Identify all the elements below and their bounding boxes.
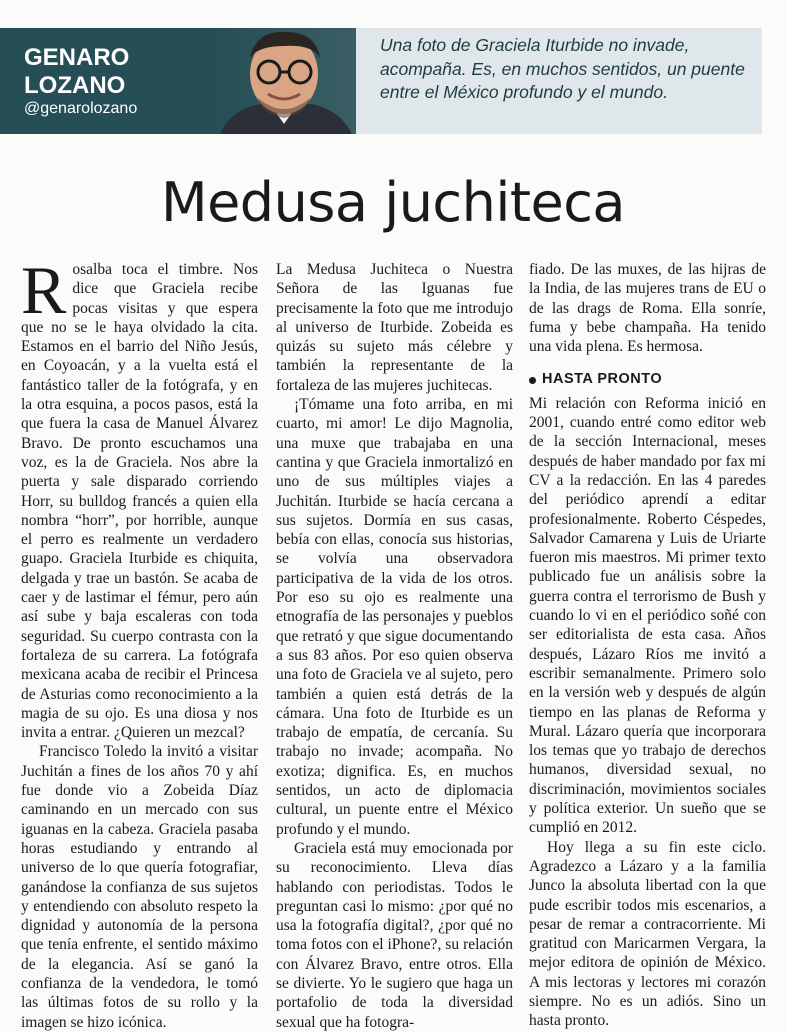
paragraph: Francisco Toledo la invitó a visitar Juchitán a fines de los años 70 y ahí fue donde vio a Zobeida Díaz caminando en un mercado con sus iguanas en la cabeza. Graciela pasaba horas estudiando y entrando al universo de lo que quería fotografiar, ganándose la confianza de sus sujetos y entendiendo con absoluto respeto la dignidad y autonomía de la persona que tenía enfrente, el sentido máximo de la elegancia. Así se ganó la confianza de la vendedora, le tomó las últimas fotos de su rollo y la imagen se hizo icónica.: [21, 743, 258, 1031]
author-name: GENARO LOZANO: [24, 44, 130, 99]
paragraph: La Medusa Juchiteca o Nuestra Señora de las Iguanas fue precisamente la foto que me introdujo al universo de Iturbide. Zobeida es quizás su sujeto más célebre y también la representante de la fortaleza de las mujeres juchitecas.: [276, 261, 513, 394]
article-column-1: [21, 252, 258, 1031]
section-heading-text: HASTA PRONTO: [542, 371, 663, 388]
paragraph: ¡Tómame una foto arriba, en mi cuarto, mi amor! Le dijo Magnolia, una muxe que trabajaba en una cantina y que Graciela inmortalizó en uno de sus múltiples viajes a Juchitán. Iturbide se hacía cercana a sus sujetos. Dormía en sus casas, bebía con ellas, conocía sus historias, se volvía una observadora participativa de la vida de los otros. Por eso su ojo es realmente una etnografía de las personajes y pueblos que retrató y que sigue documentando a sus 83 años. Por eso quien observa una foto de Graciela ve al sujeto, pero también a quien está detrás de la cámara. Una foto de Iturbide es un trabajo de empatía, de cercanía. Su trabajo no invade; acompaña. No exotiza; dignifica. Es, en muchos sentidos, un acto de diplomacia cultural, un puente entre el México profundo y el mundo.: [276, 396, 513, 838]
pull-quote: Una foto de Graciela Iturbide no invade, acompaña. Es, en muchos sentidos, un puente entre el México profundo y el mundo.: [380, 35, 745, 102]
paragraph-text: osalba toca el timbre. Nos dice que Graciela recibe pocas visitas y que espera que no se le haya olvidado la cita. Estamos en el barrio del Niño Jesús, en Coyoacán, y a la vuelta está el fantástico taller de la fotógrafa, y en la otra esquina, a pocos pasos, está la que fuera la casa de Manuel Álvarez Bravo. De pronto escuchamos una voz, es la de Graciela. Nos abre la puerta y sale disparado corriendo Horr, su bulldog francés a quien ella nombra “horr”, por horrible, aunque el perro es realmente un verdadero guapo. Graciela Iturbide es chiquita, delgada y trae un bastón. Se acaba de caer y de lastimar el fémur, pero aún así sube y baja escaleras con toda seguridad. Su cuerpo contrasta con la fortaleza de su carrera. La fotógrafa mexicana acaba de recibir el Princesa de Asturias como reconocimiento a la magia de su ojo. Es una diosa y nos invita a entrar. ¿Quieren un mezcal?: [21, 261, 258, 742]
column-header: [0, 28, 762, 134]
paragraph: Mi relación con Reforma inició en 2001, cuando entré como editor web de la sección Internacional, meses después de haber mandado por fax mi CV a la redacción. En las 4 paredes del periódico aprendí a editar profesionalmente. Roberto Céspedes, Salvador Camarena y Luis de Uriarte fueron mis maestros. Mi primer texto publicado fue un análisis sobre la guerra contra el terrorismo de Bush y cuando lo vi en el periódico soñé con ser editorialista de esta casa. Años después, Lázaro Ríos me invitó a escribir semanalmente. Primero solo en la versión web y después de algún tiempo en las planas de Reforma y Mural. Lázaro quería que incorporara los temas que yo trabajo de derechos humanos, diversidad sexual, no discriminación, movimientos sociales y política exterior. Un sueño que se cumplió en 2012.: [529, 394, 766, 837]
bullet-icon: [529, 377, 536, 384]
paragraph: Graciela está muy emocionada por su reconocimiento. Lleva días hablando con periodistas. Todos le preguntan casi lo mismo: ¿por qué no usa la fotografía digital?, ¿por qué no toma fotos con el iPhone?, su relación con Álvarez Bravo, entre otros. Ella se divierte. Yo le sugiero que haga un portafolio de toda la diversidad sexual que ha fotogra-: [276, 839, 513, 1031]
article-column-3: [529, 260, 766, 1030]
paragraph: Hoy llega a su fin este ciclo. Agradezco a Lázaro y a la familia Junco la absoluta libertad con la que pude escribir todos mis escenarios, a pesar de remar a contracorriente. Mi gratitud con Maricarmen Vergara, la mejor editora de opinión de México. A mis lectoras y lectores mi corazón siempre. No es un adiós. Sino un hasta pronto.: [529, 838, 766, 1030]
article-column-2: [276, 260, 513, 1031]
author-portrait: [212, 28, 356, 134]
article-title: Medusa juchiteca: [160, 171, 626, 234]
drop-cap: R: [21, 252, 67, 328]
author-box: [0, 28, 356, 134]
author-handle: @genarolozano: [24, 100, 138, 117]
section-heading: [529, 370, 766, 389]
paragraph: fiado. De las muxes, de las hijras de la India, de las mujeres trans de EU o de las drags de Roma. Ella sonríe, fuma y bebe champaña. Ha tenido una vida plena. Es hermosa.: [529, 261, 766, 356]
paragraph: [21, 252, 258, 742]
